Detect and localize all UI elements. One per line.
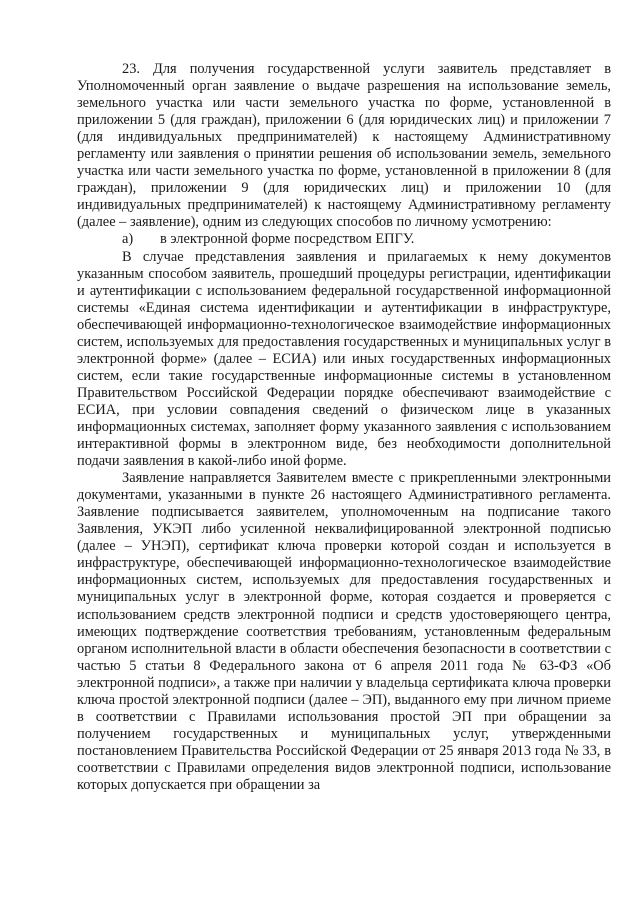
paragraph-signature: Заявление направляется Заявителем вместе с прикрепленными электронными документами, указанными в пункте 26 настоящего Административного регламента. Заявление подписывается заявителем, уполномоченным на подписание такого Заявления, УКЭП либо усиленной неквалифицированной электронной подписью (далее – УНЭП), сертификат ключа проверки которой создан и используется в инфраструктуре, обеспечивающей информационно-технологическое взаимодействие информационных систем, используемых для предоставления государственных и муниципальных услуг в электронной форме, которая создается и проверяется с использованием средств электронной подписи и средств удостоверяющего центра, имеющих подтверждение соответствия требованиям, установленным федеральным органом исполнительной власти в области обеспечения безопасности в соответствии с частью 5 статьи 8 Федерального закона от 6 апреля 2011 года № 63-ФЗ «Об электронной подписи», а также при наличии у владельца сертификата ключа проверки ключа простой электронной подписи (далее – ЭП), выданного ему при личном приеме в соответствии с Правилами использования простой ЭП при обращении за получением государственных и муниципальных услуг, утвержденными постановлением Правительства Российской Федерации от 25 января 2013 года № 33, в соответствии с Правилами определения видов электронной подписи, использование которых допускается при обращении за [77, 470, 611, 793]
list-item-a [77, 231, 611, 248]
paragraph-esia: В случае представления заявления и прилагаемых к нему документов указанным способом заявитель, прошедший процедуры регистрации, идентификации и аутентификации с использованием федеральной государственной информационной системы «Единая система идентификации и аутентификации в инфраструктуре, обеспечивающей информационно-технологическое взаимодействие информационных систем, используемых для предоставления государственных и муниципальных услуг в электронной форме» (далее – ЕСИА) или иных государственных информационных систем, если такие государственные информационные системы в установленном Правительством Российской Федерации порядке обеспечивают взаимодействие с ЕСИА, при условии совпадения сведений о физическом лице в указанных информационных системах, заполняет форму указанного заявления с использованием интерактивной формы в электронном виде, без необходимости дополнительной подачи заявления в какой-либо иной форме. [77, 248, 611, 470]
paragraph-23: 23. Для получения государственной услуги заявитель представляет в Уполномоченный орган заявление о выдаче разрешения на использование земель, земельного участка или части земельного участка по форме, установленной в приложении 5 (для граждан), приложении 6 (для юридических лиц) и приложении 7 (для индивидуальных предпринимателей) к настоящему Административному регламенту или заявления о принятии решения об использовании земель, земельного участка или части земельного участка по форме, установленной в приложении 8 (для граждан), приложении 9 (для юридических лиц) и приложении 10 (для индивидуальных предпринимателей) к настоящему Административному регламенту (далее – заявление), одним из следующих способов по личному усмотрению: [77, 61, 611, 231]
document-body [77, 61, 611, 794]
list-item-marker: а) [122, 231, 134, 248]
list-item-text: в электронной форме посредством ЕПГУ. [160, 231, 415, 248]
